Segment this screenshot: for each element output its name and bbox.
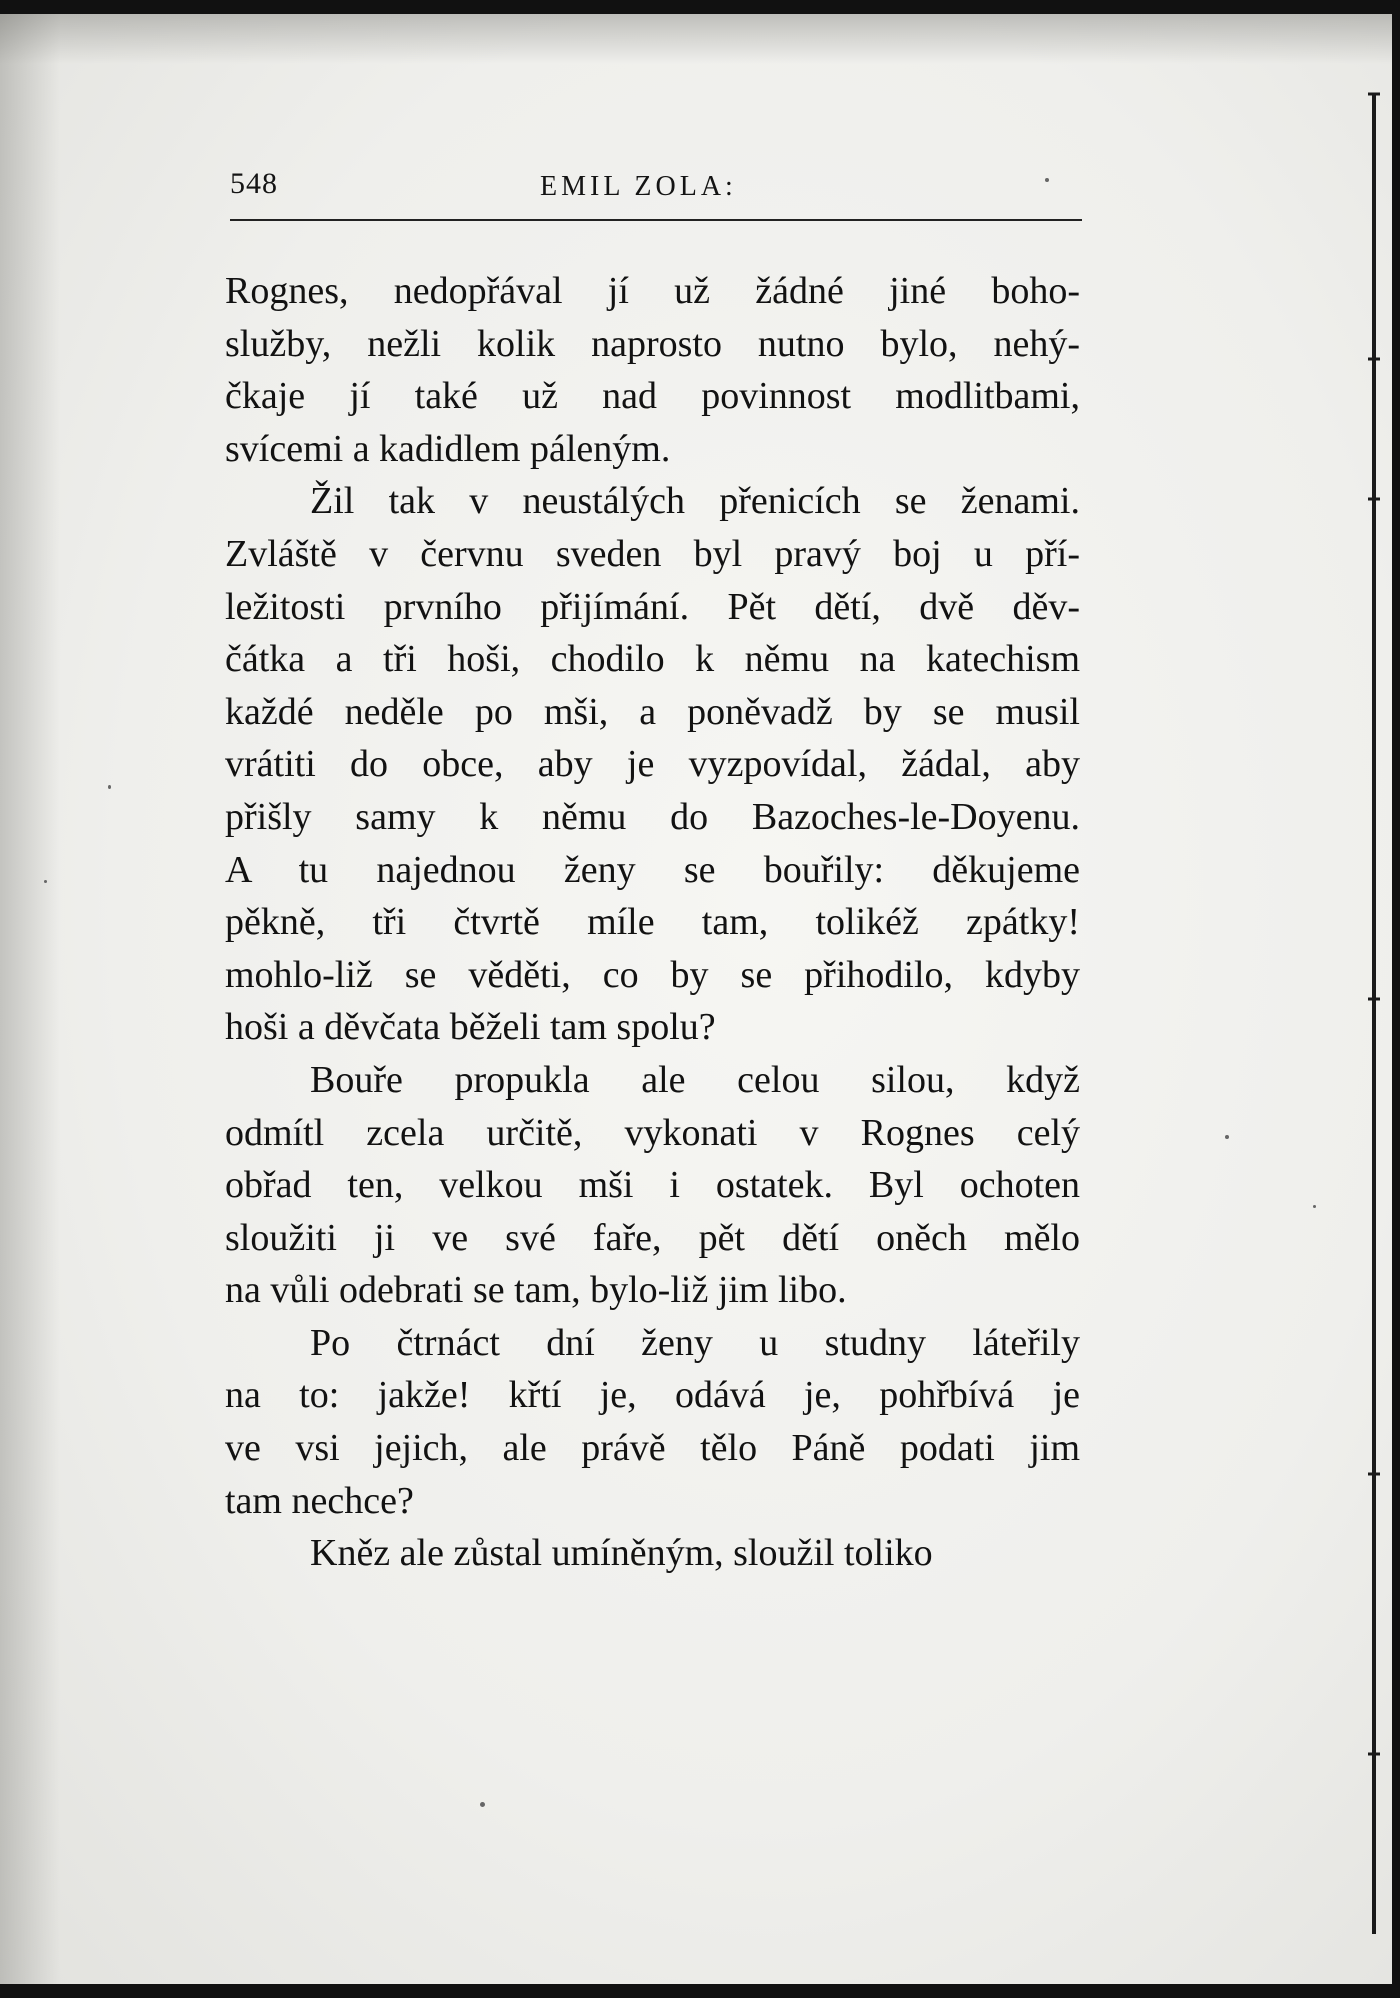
text-line: každé neděle po mši, a poněvadž by se musil xyxy=(225,690,1080,733)
text-line: vrátiti do obce, aby je vyzpovídal, žádal, aby xyxy=(225,743,1080,786)
text-line: svícemi a kadidlem páleným. xyxy=(225,427,671,470)
dust-speck xyxy=(1313,1205,1316,1208)
text-line: Kněz ale zůstal umíněným, sloužil toliko xyxy=(310,1532,933,1575)
text-line: čátka a tři hoši, chodilo k němu na katechism xyxy=(225,638,1080,681)
page-edge-lines xyxy=(1365,54,1383,1954)
dust-speck xyxy=(1225,1135,1229,1139)
text-line: obřad ten, velkou mši i ostatek. Byl ochoten xyxy=(225,1164,1080,1207)
dust-speck xyxy=(1045,178,1049,182)
text-line: Zvláště v červnu sveden byl pravý boj u pří- xyxy=(225,532,1080,575)
text-line: Bouře propukla ale celou silou, když xyxy=(310,1058,1080,1101)
page-number: 548 xyxy=(230,167,278,200)
text-line: na vůli odebrati se tam, bylo-liž jim libo. xyxy=(225,1269,847,1312)
page-header xyxy=(230,165,1080,215)
text-line: ve vsi jejich, ale právě tělo Páně podati jim xyxy=(225,1427,1080,1470)
dust-speck xyxy=(44,880,47,883)
text-line: Po čtrnáct dní ženy u studny láteřily xyxy=(310,1321,1080,1364)
text-line: tam nechce? xyxy=(225,1479,414,1522)
text-line: sloužiti ji ve své faře, pět dětí oněch mělo xyxy=(225,1216,1080,1259)
text-line: hoši a děvčata běželi tam spolu? xyxy=(225,1006,716,1049)
text-line: přišly samy k němu do Bazoches-le-Doyenu. xyxy=(225,795,1080,838)
text-line: služby, nežli kolik naprosto nutno bylo, nehý- xyxy=(225,322,1080,365)
top-edge-shadow xyxy=(0,14,1392,64)
text-line: odmítl zcela určitě, vykonati v Rognes celý xyxy=(225,1111,1080,1154)
header-rule xyxy=(230,219,1082,221)
text-line: pěkně, tři čtvrtě míle tam, tolikéž zpátky! xyxy=(225,901,1080,944)
body-text xyxy=(225,265,1080,1580)
text-line: na to: jakže! křtí je, odává je, pohřbívá je xyxy=(225,1374,1080,1417)
text-line: mohlo-liž se věděti, co by se přihodilo, kdyby xyxy=(225,953,1080,996)
text-line: ležitosti prvního přijímání. Pět dětí, dvě děv- xyxy=(225,585,1080,628)
dust-speck xyxy=(480,1802,485,1807)
text-line: Rognes, nedopřával jí už žádné jiné boho- xyxy=(225,270,1080,312)
dust-speck xyxy=(108,785,111,789)
page-edge-stack xyxy=(1365,54,1383,1954)
text-line: A tu najednou ženy se bouřily: děkujeme xyxy=(225,848,1080,891)
running-head: EMIL ZOLA: xyxy=(540,171,737,202)
binding-shadow xyxy=(0,14,60,1984)
text-line: Žil tak v neustálých přenicích se ženami. xyxy=(310,480,1080,523)
text-line: čkaje jí také už nad povinnost modlitbami, xyxy=(225,375,1080,418)
